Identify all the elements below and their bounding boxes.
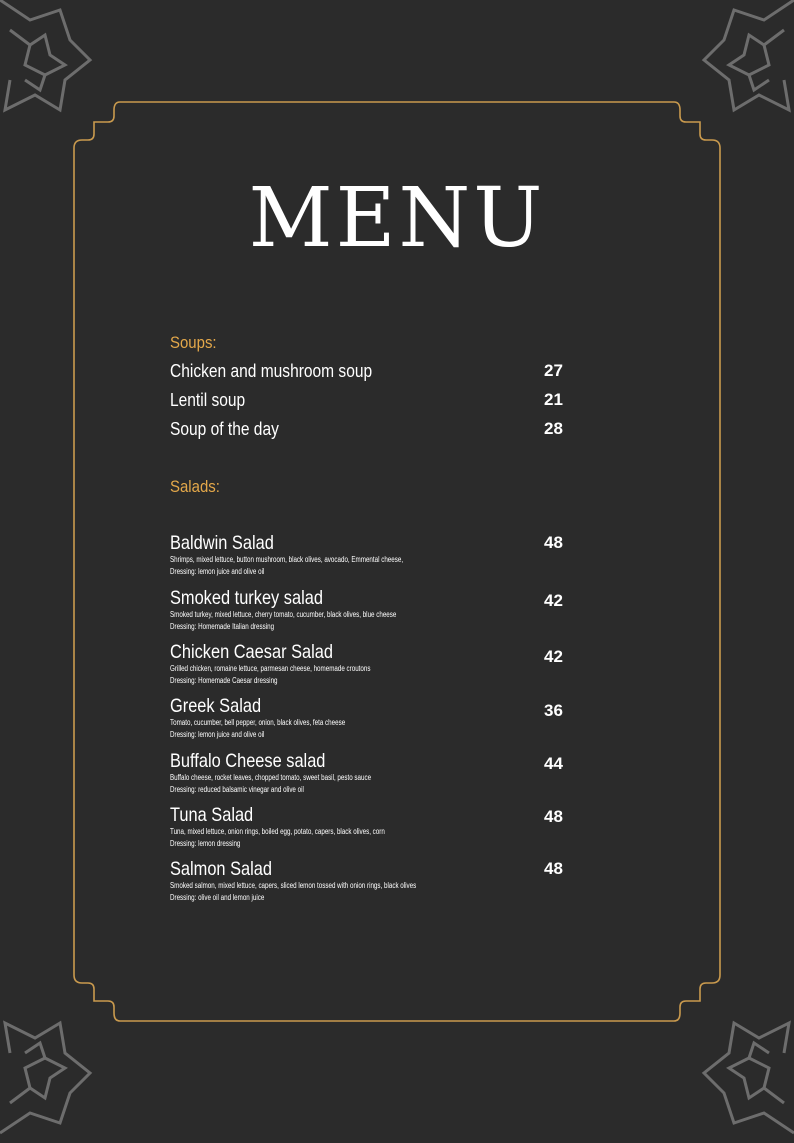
item-name: Salmon Salad (170, 858, 272, 880)
section-heading-soups: Soups: (170, 333, 217, 352)
list-item (170, 641, 570, 687)
item-name: Baldwin Salad (170, 532, 274, 554)
item-name: Tuna Salad (170, 804, 254, 826)
item-name: Soup of the day (170, 418, 279, 439)
list-item (170, 418, 570, 440)
item-ingredients: Shrimps, mixed lettuce, button mushroom, black olives, avocado, Emmental cheese, (170, 555, 404, 564)
item-ingredients: Buffalo cheese, rocket leaves, chopped tomato, sweet basil, pesto sauce (170, 773, 372, 782)
item-ingredients: Grilled chicken, romaine lettuce, parmesan cheese, homemade croutons (170, 664, 371, 673)
item-price: 21 (544, 390, 563, 409)
item-ingredients: Smoked salmon, mixed lettuce, capers, sliced lemon tossed with onion rings, black olives (170, 881, 417, 890)
list-item (170, 858, 570, 904)
item-dressing: Dressing: lemon juice and olive oil (170, 567, 265, 576)
item-price: 48 (544, 807, 563, 826)
section-heading-salads: Salads: (170, 477, 220, 496)
list-item (170, 804, 570, 850)
item-name: Buffalo Cheese salad (170, 750, 326, 772)
item-price: 42 (544, 591, 563, 610)
item-dressing: Dressing: olive oil and lemon juice (170, 893, 265, 902)
item-ingredients: Tuna, mixed lettuce, onion rings, boiled egg, potato, capers, black olives, corn (170, 827, 385, 836)
item-name: Lentil soup (170, 389, 246, 410)
item-price: 28 (544, 419, 563, 438)
item-price: 48 (544, 859, 563, 878)
item-name: Greek Salad (170, 695, 262, 717)
list-item (170, 695, 570, 741)
item-dressing: Dressing: lemon dressing (170, 839, 241, 848)
page-title: MENU (248, 171, 546, 266)
item-ingredients: Tomato, cucumber, bell pepper, onion, black olives, feta cheese (170, 718, 346, 727)
item-price: 27 (544, 361, 563, 380)
item-dressing: Dressing: reduced balsamic vinegar and olive oil (170, 785, 304, 794)
item-dressing: Dressing: Homemade Caesar dressing (170, 676, 278, 685)
item-dressing: Dressing: Homemade Italian dressing (170, 622, 275, 631)
list-item (170, 389, 570, 411)
item-price: 42 (544, 647, 563, 666)
item-price: 44 (544, 754, 563, 773)
item-ingredients: Smoked turkey, mixed lettuce, cherry tomato, cucumber, black olives, blue cheese (170, 610, 397, 619)
item-price: 36 (544, 701, 563, 720)
item-name: Chicken Caesar Salad (170, 641, 333, 663)
list-item (170, 750, 570, 796)
list-item (170, 532, 570, 578)
item-name: Smoked turkey salad (170, 587, 323, 609)
list-item (170, 360, 570, 382)
item-price: 48 (544, 533, 563, 552)
item-name: Chicken and mushroom soup (170, 360, 373, 381)
item-dressing: Dressing: lemon juice and olive oil (170, 730, 265, 739)
list-item (170, 587, 570, 633)
